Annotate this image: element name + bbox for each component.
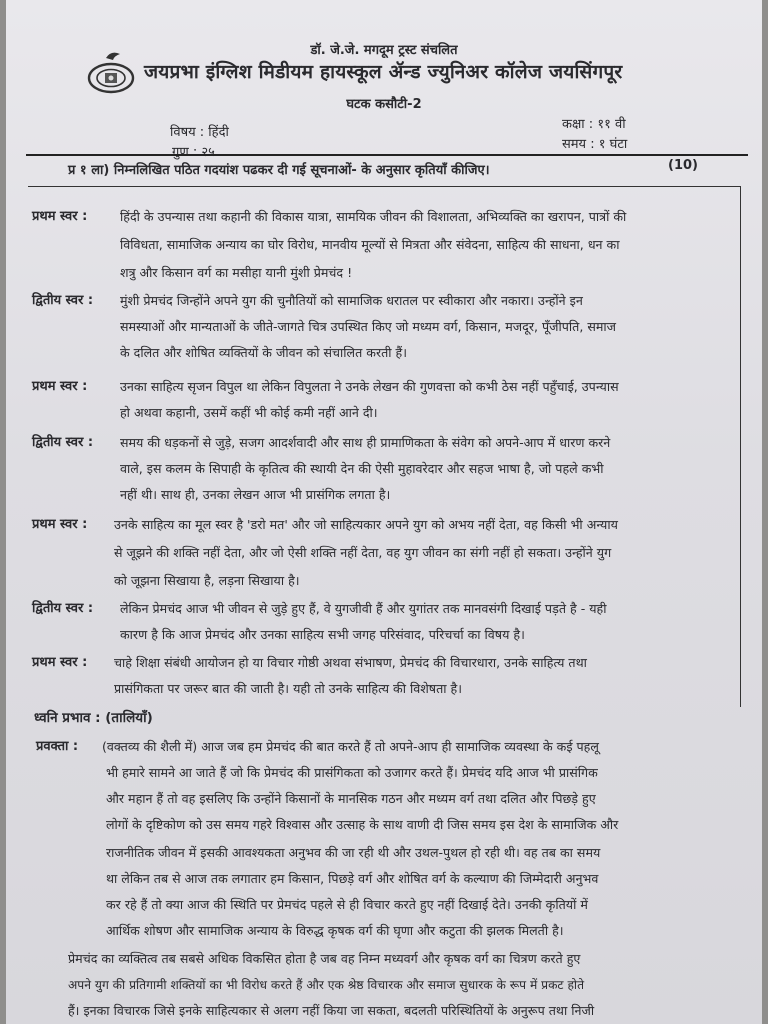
passage-line: वाले, इस कलम के सिपाही के कृतित्व की स्थायी देन की ऐसी मुहावरेदार और सहज भाषा है, जो पहले कभी	[120, 461, 604, 476]
passage-line: राजनीतिक जीवन में इसकी आवश्यकता अनुभव की जा रही थी और उथल-पुथल हो रही थी। वह तब का समय	[106, 845, 601, 860]
test-name: घटक कसौटी-2	[346, 97, 422, 112]
speaker-label: द्वितीय स्वर :	[32, 601, 94, 616]
passage-line: समस्याओं और मान्यताओं के जीते-जागते चित्र उपस्थित किए जो मध्यम वर्ग, किसान, मजदूर, पूँजीपति, समाज	[120, 319, 616, 334]
speaker-label: द्वितीय स्वर :	[32, 293, 94, 308]
trust-name: डॉ. जे.जे. मगदूम ट्रस्ट संचलित	[310, 43, 458, 58]
passage-line: हैं। इनका विचारक जिसे इनके साहित्यकार से अलग नहीं किया जा सकता, बदलती परिस्थितियों के अनुरूप तथा निजी	[68, 1003, 595, 1018]
passage-line: प्रासंगिकता पर जरूर बात की जाती है। यही तो उनके साहित्य की विशेषता है।	[114, 681, 462, 696]
question-text: प्र १ ला) निम्नलिखित पठित गदयांश पढकर दी गई सूचनाओं- के अनुसार कृतियाँ कीजिए।	[68, 163, 490, 178]
passage-line: (वक्तव्य की शैली में) आज जब हम प्रेमचंद की बात करते हैं तो अपने-आप ही सामाजिक व्यवस्था के कई पहलू	[102, 739, 599, 754]
speaker-label: प्रवक्ता :	[36, 739, 79, 754]
passage-line: उनके साहित्य का मूल स्वर है 'डरो मत' और जो साहित्यकार अपने युग को अभय नहीं देता, वह किसी भी अन्याय	[114, 517, 618, 532]
passage-line: और महान हैं तो वह इसलिए कि उन्होंने किसानों के मानसिक गठन और मध्यम वर्ग तथा दलित और पिछड़े हुए	[106, 791, 596, 806]
passage-line: कारण है कि आज प्रेमचंद और उनका साहित्य सभी जगह परिसंवाद, परिचर्चा का विषय है।	[120, 627, 525, 642]
passage-line: अपने युग की प्रतिगामी शक्तियों का भी विरोध करते हैं और एक श्रेष्ठ विचारक और समाज सुधारक के रूप में प्रकट होते	[68, 978, 585, 992]
passage-line: मुंशी प्रेमचंद जिन्होंने अपने युग की चुनौतियों को सामाजिक धरातल पर स्वीकारा और नकारा। उन्होंने इन	[120, 293, 583, 308]
passage-line: को जूझना सिखाया है, लड़ना सिखाया है।	[114, 573, 300, 588]
passage-line: था लेकिन तब से आज तक लगातार हम किसान, पिछड़े वर्ग और शोषित वर्ग के कल्याण की जिम्मेदारी अनुभव	[106, 871, 599, 886]
passage-line: लेकिन प्रेमचंद आज भी जीवन से जुड़े हुए हैं, वे युगजीवी हैं और युगांतर तक मानवसंगी दिखाई पड़ते है - यही	[120, 601, 607, 616]
passage-line: कर रहे हैं तो क्या आज की स्थिति पर प्रेमचंद पहले से ही विचार करते हुए नहीं दिखाई देते। उनकी कृतियों में	[106, 897, 588, 912]
speaker-label: प्रथम स्वर :	[32, 209, 88, 224]
passage-line: नहीं थी। साथ ही, उनका लेखन आज भी प्रासंगिक लगता है।	[120, 487, 391, 502]
passage-line: चाहे शिक्षा संबंधी आयोजन हो या विचार गोष्ठी अथवा संभाषण, प्रेमचंद की विचारधारा, उनके साहित्य तथा	[114, 655, 587, 670]
class-label: कक्षा : ११ वी	[562, 117, 626, 132]
header-divider-top	[26, 154, 748, 156]
passage-line: हो अथवा कहानी, उसमें कहीं भी कोई कमी नहीं आने दी।	[120, 405, 378, 420]
speaker-label: प्रथम स्वर :	[32, 517, 88, 532]
subject-label: विषय : हिंदी	[170, 125, 229, 140]
sound-effect-heading: ध्वनि प्रभाव : (तालियाँ)	[34, 710, 153, 726]
exam-sheet	[6, 0, 762, 1024]
question-marks: (10)	[668, 158, 698, 173]
time-label: समय : १ घंटा	[562, 137, 628, 152]
speaker-label: प्रथम स्वर :	[32, 655, 88, 670]
school-logo-icon	[86, 48, 136, 94]
passage-line: हिंदी के उपन्यास तथा कहानी की विकास यात्रा, सामयिक जीवन की विशालता, अभिव्यक्ति का खरापन, पात्रों की	[120, 209, 627, 224]
passage-line: शत्रु और किसान वर्ग का मसीहा यानी मुंशी प्रेमचंद !	[120, 265, 353, 280]
speaker-label: प्रथम स्वर :	[32, 379, 88, 394]
passage-line: प्रेमचंद का व्यक्तित्व तब सबसे अधिक विकसित होता है जब वह निम्न मध्यवर्ग और कृषक वर्ग का चित्रण करते हुए	[68, 951, 581, 966]
speaker-label: द्वितीय स्वर :	[32, 435, 94, 450]
passage-line: भी हमारे सामने आ जाते हैं जो कि प्रेमचंद की प्रासंगिकता को उजागर करते हैं। प्रेमचंद यदि आज भी प्रासंगिक	[106, 765, 598, 780]
passage-line: आर्थिक शोषण और सामाजिक अन्याय के विरुद्ध कृषक वर्ग की घृणा और कटुता की झलक मिलती है।	[106, 923, 564, 938]
passage-line: विविधता, सामाजिक अन्याय का घोर विरोध, मानवीय मूल्यों से मित्रता और संवेदना, साहित्य की साधना, धन का	[120, 237, 620, 252]
school-name: जयप्रभा इंग्लिश मिडीयम हायस्कूल ॲन्ड ज्युनिअर कॉलेज जयसिंगपूर	[144, 61, 623, 83]
marks-label: गुण : २५	[172, 145, 215, 160]
passage-line: से जूझने की शक्ति नहीं देता, और जो ऐसी शक्ति नहीं देता, वह युग जीवन का संगी नहीं हो सकता। उन्होंने युग	[114, 545, 612, 560]
passage-line: लोगों के दृष्टिकोण को उस समय गहरे विश्वास और उत्साह के साथ वाणी दी जिस समय इस देश के सामाजिक और	[106, 817, 619, 832]
passage-line: उनका साहित्य सृजन विपुल था लेकिन विपुलता ने उनके लेखन की गुणवत्ता को कभी ठेस नहीं पहुँचाई, उपन्यास	[120, 379, 619, 394]
passage-line: के दलित और शोषित व्यक्तियों के जीवन को संचालित करती हैं।	[120, 345, 407, 360]
passage-line: समय की धड़कनों से जुड़े, सजग आदर्शवादी और साथ ही प्रामाणिकता के संवेग को अपने-आप में धारण करने	[120, 435, 611, 450]
